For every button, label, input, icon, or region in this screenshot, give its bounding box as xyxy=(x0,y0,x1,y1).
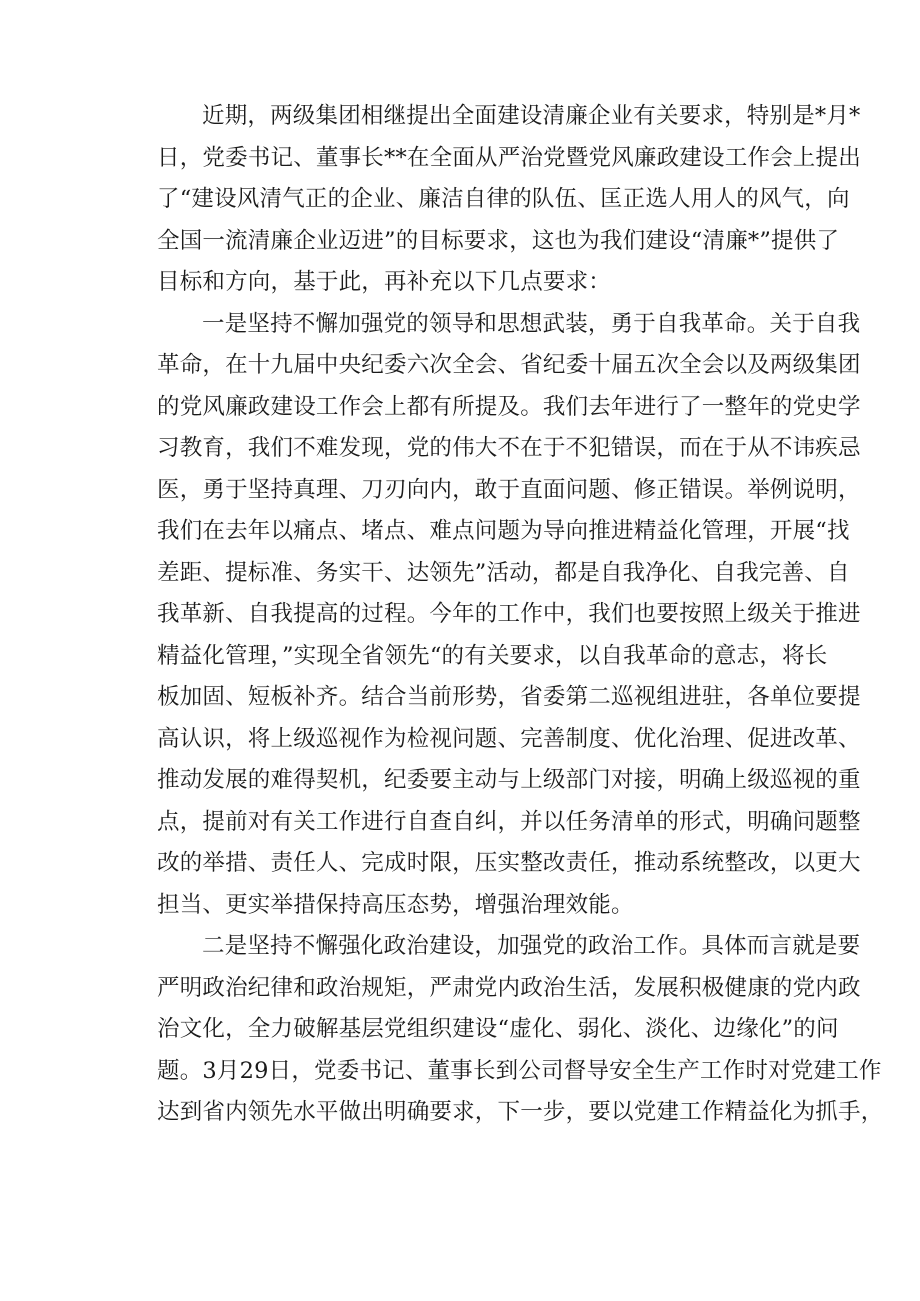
paragraph-point-one xyxy=(112,304,861,927)
text-line: 差距、提标准、务实干、达领先”活动，都是自我净化、自我完善、自 xyxy=(157,559,850,586)
text-line: 的党风廉政建设工作会上都有所提及。我们去年进行了一整年的党史学 xyxy=(157,393,861,420)
text-line: 革命，在十九届中央纪委六次全会、省纪委十届五次全会以及两级集团 xyxy=(157,352,861,378)
text-line: 了“建设风清气正的企业、廉洁自律的队伍、匡正选人用人的风气，向 xyxy=(157,186,850,212)
text-line: 全国一流清廉企业迈进”的目标要求，这也为我们建设“清廉*”提供了 xyxy=(157,227,840,254)
text-line: 点，提前对有关工作进行自查自纠，并以任务清单的形式，明确问题整 xyxy=(157,808,861,835)
text-line: 担当、更实举措保持高压态势，增强治理效能。 xyxy=(157,891,634,918)
text-line: 板加固、短板补齐。结合当前形势，省委第二巡视组进驻，各单位要提 xyxy=(157,684,861,710)
paragraph-point-two xyxy=(112,926,884,1134)
text-line: 达到省内领先水平做出明确要求，下一步，要以党建工作精益化为抓手， xyxy=(157,1099,884,1125)
text-line: 精益化管理，”实现全省领先“的有关要求，以自我革命的意志，将长 xyxy=(157,642,828,669)
paragraph-intro xyxy=(112,96,861,304)
text-line: 题。3月29日，党委书记、董事长到公司督导安全生产工作时对党建工作 xyxy=(157,1057,882,1084)
text-line: 近期，两级集团相继提出全面建设清廉企业有关要求，特别是*月* xyxy=(202,103,861,129)
text-line: 高认识，将上级巡视作为检视问题、完善制度、优化治理、促进改革、 xyxy=(157,725,861,752)
text-line: 一是坚持不懈加强党的领导和思想武装，勇于自我革命。关于自我 xyxy=(202,310,861,337)
text-line: 习教育，我们不难发现，党的伟大不在于不犯错误，而在于从不讳疾忌 xyxy=(157,435,861,461)
text-line: 严明政治纪律和政治规矩，严肃党内政治生活，发展积极健康的党内政 xyxy=(157,974,861,1001)
text-line: 改的举措、责任人、完成时限，压实整改责任，推动系统整改，以更大 xyxy=(157,850,861,876)
text-line: 二是坚持不懈强化政治建设，加强党的政治工作。具体而言就是要 xyxy=(202,933,861,959)
text-line: 治文化，全力破解基层党组织建设“虚化、弱化、淡化、边缘化”的问 xyxy=(157,1016,839,1042)
text-line: 医，勇于坚持真理、刀刃向内，敢于直面问题、修正错误。举例说明， xyxy=(157,476,861,503)
text-line: 推动发展的难得契机，纪委要主动与上级部门对接，明确上级巡视的重 xyxy=(157,767,861,793)
document-body xyxy=(112,96,884,1134)
text-line: 日，党委书记、董事长**在全面从严治党暨党风廉政建设工作会上提出 xyxy=(157,144,861,171)
text-line: 我革新、自我提高的过程。今年的工作中，我们也要按照上级关于推进 xyxy=(157,601,861,627)
text-line: 目标和方向，基于此，再补充以下几点要求： xyxy=(157,269,612,295)
text-line: 我们在去年以痛点、堵点、难点问题为导向推进精益化管理，开展“找 xyxy=(157,518,850,544)
